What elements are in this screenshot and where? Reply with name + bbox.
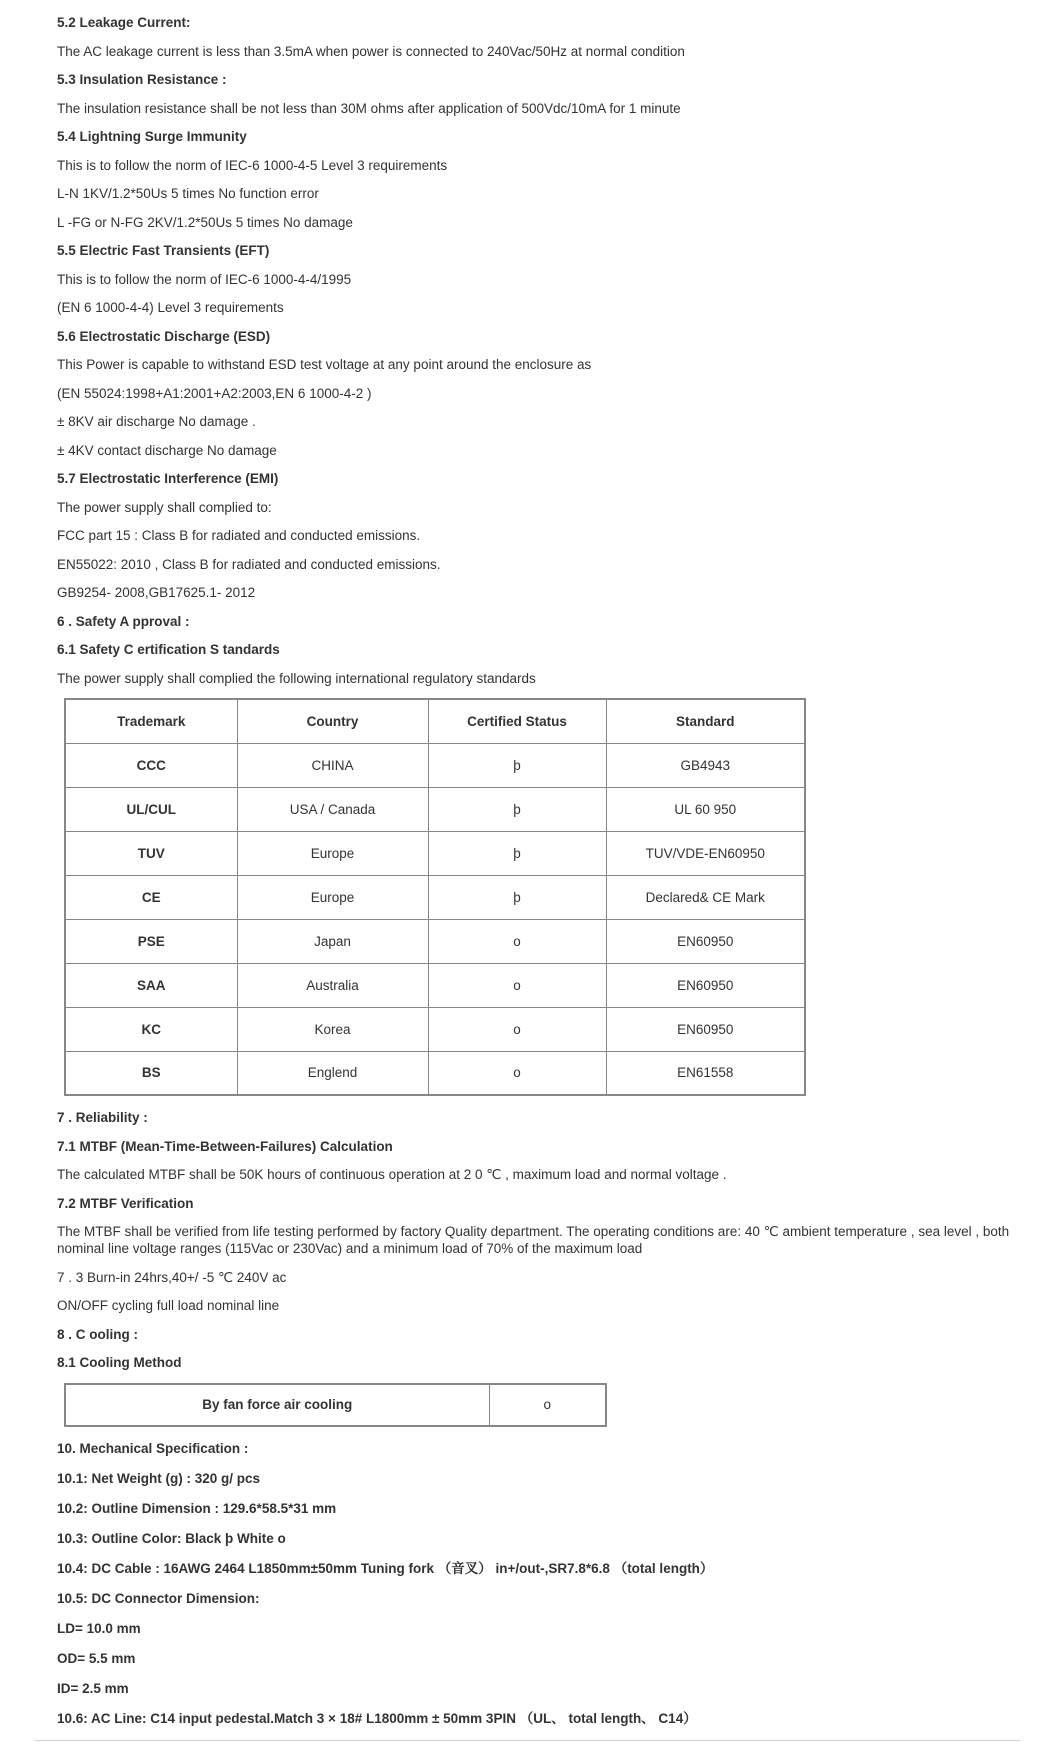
table-row [65,963,805,1007]
section-heading: 10. Mechanical Specification : [57,1440,249,1456]
paragraph: The power supply shall complied to: [57,499,272,515]
spec-line: OD= 5.5 mm [57,1650,136,1666]
spec-line: 10.6: AC Line: C14 input pedestal.Match 3 × 18# L1800mm ± 50mm 3PIN （UL、 total length、 C14） [57,1710,697,1726]
country-cell: CHINA [237,743,428,787]
paragraph: ON/OFF cycling full load nominal line [57,1298,280,1313]
certified-status-cell: þ [428,743,606,787]
cooling-method-cell: By fan force air cooling [65,1384,489,1426]
section-heading: 5.6 Electrostatic Discharge (ESD) [57,328,271,344]
spec-line: 10.5: DC Connector Dimension: [57,1590,260,1606]
table-row [65,1384,606,1426]
trademark-cell: CE [65,875,237,919]
section-heading: 8.1 Cooling Method [57,1355,182,1370]
country-cell: Korea [237,1007,428,1051]
standard-cell: EN60950 [606,1007,805,1051]
paragraph: The MTBF shall be verified from life testing performed by factory Quality department. The operating conditions are: 40 ℃ ambient temperature , sea level , both nominal line voltage ranges (115Vac or 230Vac) and a minimum load of 70% of the maximum load [57,1224,1010,1256]
safety-approvals-table [64,698,806,1096]
paragraph: ± 8KV air discharge No damage . [57,414,256,429]
trademark-cell: BS [65,1051,237,1095]
section-heading: 7 . Reliability : [57,1110,148,1125]
section-heading: 5.7 Electrostatic Interference (EMI) [57,471,279,486]
section-heading: 5.4 Lightning Surge Immunity [57,129,247,144]
certified-status-cell: o [428,1007,606,1051]
trademark-cell: KC [65,1007,237,1051]
country-cell: Australia [237,963,428,1007]
table-header-row [65,699,805,743]
standard-cell: EN61558 [606,1051,805,1095]
trademark-cell: TUV [65,831,237,875]
paragraph: (EN 6 1000-4-4) Level 3 requirements [57,300,284,315]
burn-in-line [57,1269,1021,1286]
country-cell: Englend [237,1051,428,1095]
trademark-cell: SAA [65,963,237,1007]
standard-cell: EN60950 [606,963,805,1007]
certified-status-cell: o [428,1051,606,1095]
certified-status-cell: þ [428,787,606,831]
column-header-country: Country [237,699,428,743]
trademark-cell: CCC [65,743,237,787]
country-cell: Japan [237,919,428,963]
table-row [65,875,805,919]
cooling-status-cell: o [489,1384,606,1426]
paragraph: L -FG or N-FG 2KV/1.2*50Us 5 times No damage [57,214,353,230]
trademark-cell: UL/CUL [65,787,237,831]
paragraph: This is to follow the norm of IEC-6 1000-4-5 Level 3 requirements [57,157,448,173]
paragraph: EN55022: 2010 , Class B for radiated and conducted emissions. [57,556,441,572]
certified-status-cell: þ [428,875,606,919]
paragraph: The AC leakage current is less than 3.5mA when power is connected to 240Vac/50Hz at normal condition [57,43,685,59]
spec-document-bottom-section [57,1440,1021,1727]
spec-line: 10.2: Outline Dimension : 129.6*58.5*31 mm [57,1500,337,1516]
burn-in-value: 24hrs,40+/ -5 ℃ 240V ac [130,1269,287,1285]
country-cell: Europe [237,831,428,875]
cooling-method-table [64,1383,607,1427]
standard-cell: EN60950 [606,919,805,963]
standard-cell: Declared& CE Mark [606,875,805,919]
table-row [65,787,805,831]
column-header-trademark: Trademark [65,699,237,743]
column-header-certified-status: Certified Status [428,699,606,743]
standard-cell: UL 60 950 [606,787,805,831]
bottom-divider [35,1740,1020,1741]
paragraph: ± 4KV contact discharge No damage [57,442,277,458]
table-row [65,1051,805,1095]
section-heading: 5.5 Electric Fast Transients (EFT) [57,243,270,258]
section-heading: 7.1 MTBF (Mean-Time-Between-Failures) Calculation [57,1138,393,1154]
country-cell: USA / Canada [237,787,428,831]
spec-line: 10.1: Net Weight (g) : 320 g/ pcs [57,1470,261,1486]
certified-status-cell: o [428,963,606,1007]
table-row [65,1007,805,1051]
trademark-cell: PSE [65,919,237,963]
table-row [65,743,805,787]
paragraph: GB9254- 2008,GB17625.1- 2012 [57,585,256,600]
paragraph: This is to follow the norm of IEC-6 1000-4-4/1995 [57,271,352,287]
spec-line: ID= 2.5 mm [57,1680,129,1696]
table-row [65,831,805,875]
section-heading: 8 . C ooling : [57,1326,138,1342]
paragraph: The insulation resistance shall be not less than 30M ohms after application of 500Vdc/10mA for 1 minute [57,100,681,116]
burn-in-heading: 7 . 3 Burn-in [57,1269,131,1285]
paragraph: L-N 1KV/1.2*50Us 5 times No function error [57,186,319,201]
country-cell: Europe [237,875,428,919]
section-heading: 5.3 Insulation Resistance : [57,72,227,87]
section-heading: 6 . Safety A pproval : [57,613,190,629]
section-heading: 7.2 MTBF Verification [57,1195,194,1211]
spec-line: LD= 10.0 mm [57,1620,141,1636]
paragraph: (EN 55024:1998+A1:2001+A2:2003,EN 6 1000-4-2 ) [57,385,372,401]
paragraph: The power supply shall complied the following international regulatory standards [57,670,536,686]
certified-status-cell: þ [428,831,606,875]
spec-document-mid-section [57,1109,1021,1371]
paragraph: FCC part 15 : Class B for radiated and conducted emissions. [57,528,421,543]
certified-status-cell: o [428,919,606,963]
section-heading: 6.1 Safety C ertification S tandards [57,642,280,657]
spec-line: 10.4: DC Cable : 16AWG 2464 L1850mm±50mm Tuning fork （音叉） in+/out-,SR7.8*6.8 （total length） [57,1560,714,1576]
spec-line: 10.3: Outline Color: Black þ White o [57,1530,286,1546]
paragraph: The calculated MTBF shall be 50K hours of continuous operation at 2 0 ℃ , maximum load and normal voltage . [57,1167,727,1182]
standard-cell: TUV/VDE-EN60950 [606,831,805,875]
spec-document-top-section [57,14,1021,687]
column-header-standard: Standard [606,699,805,743]
section-heading: 5.2 Leakage Current: [57,15,191,30]
table-row [65,919,805,963]
paragraph: This Power is capable to withstand ESD test voltage at any point around the enclosure as [57,357,592,372]
standard-cell: GB4943 [606,743,805,787]
